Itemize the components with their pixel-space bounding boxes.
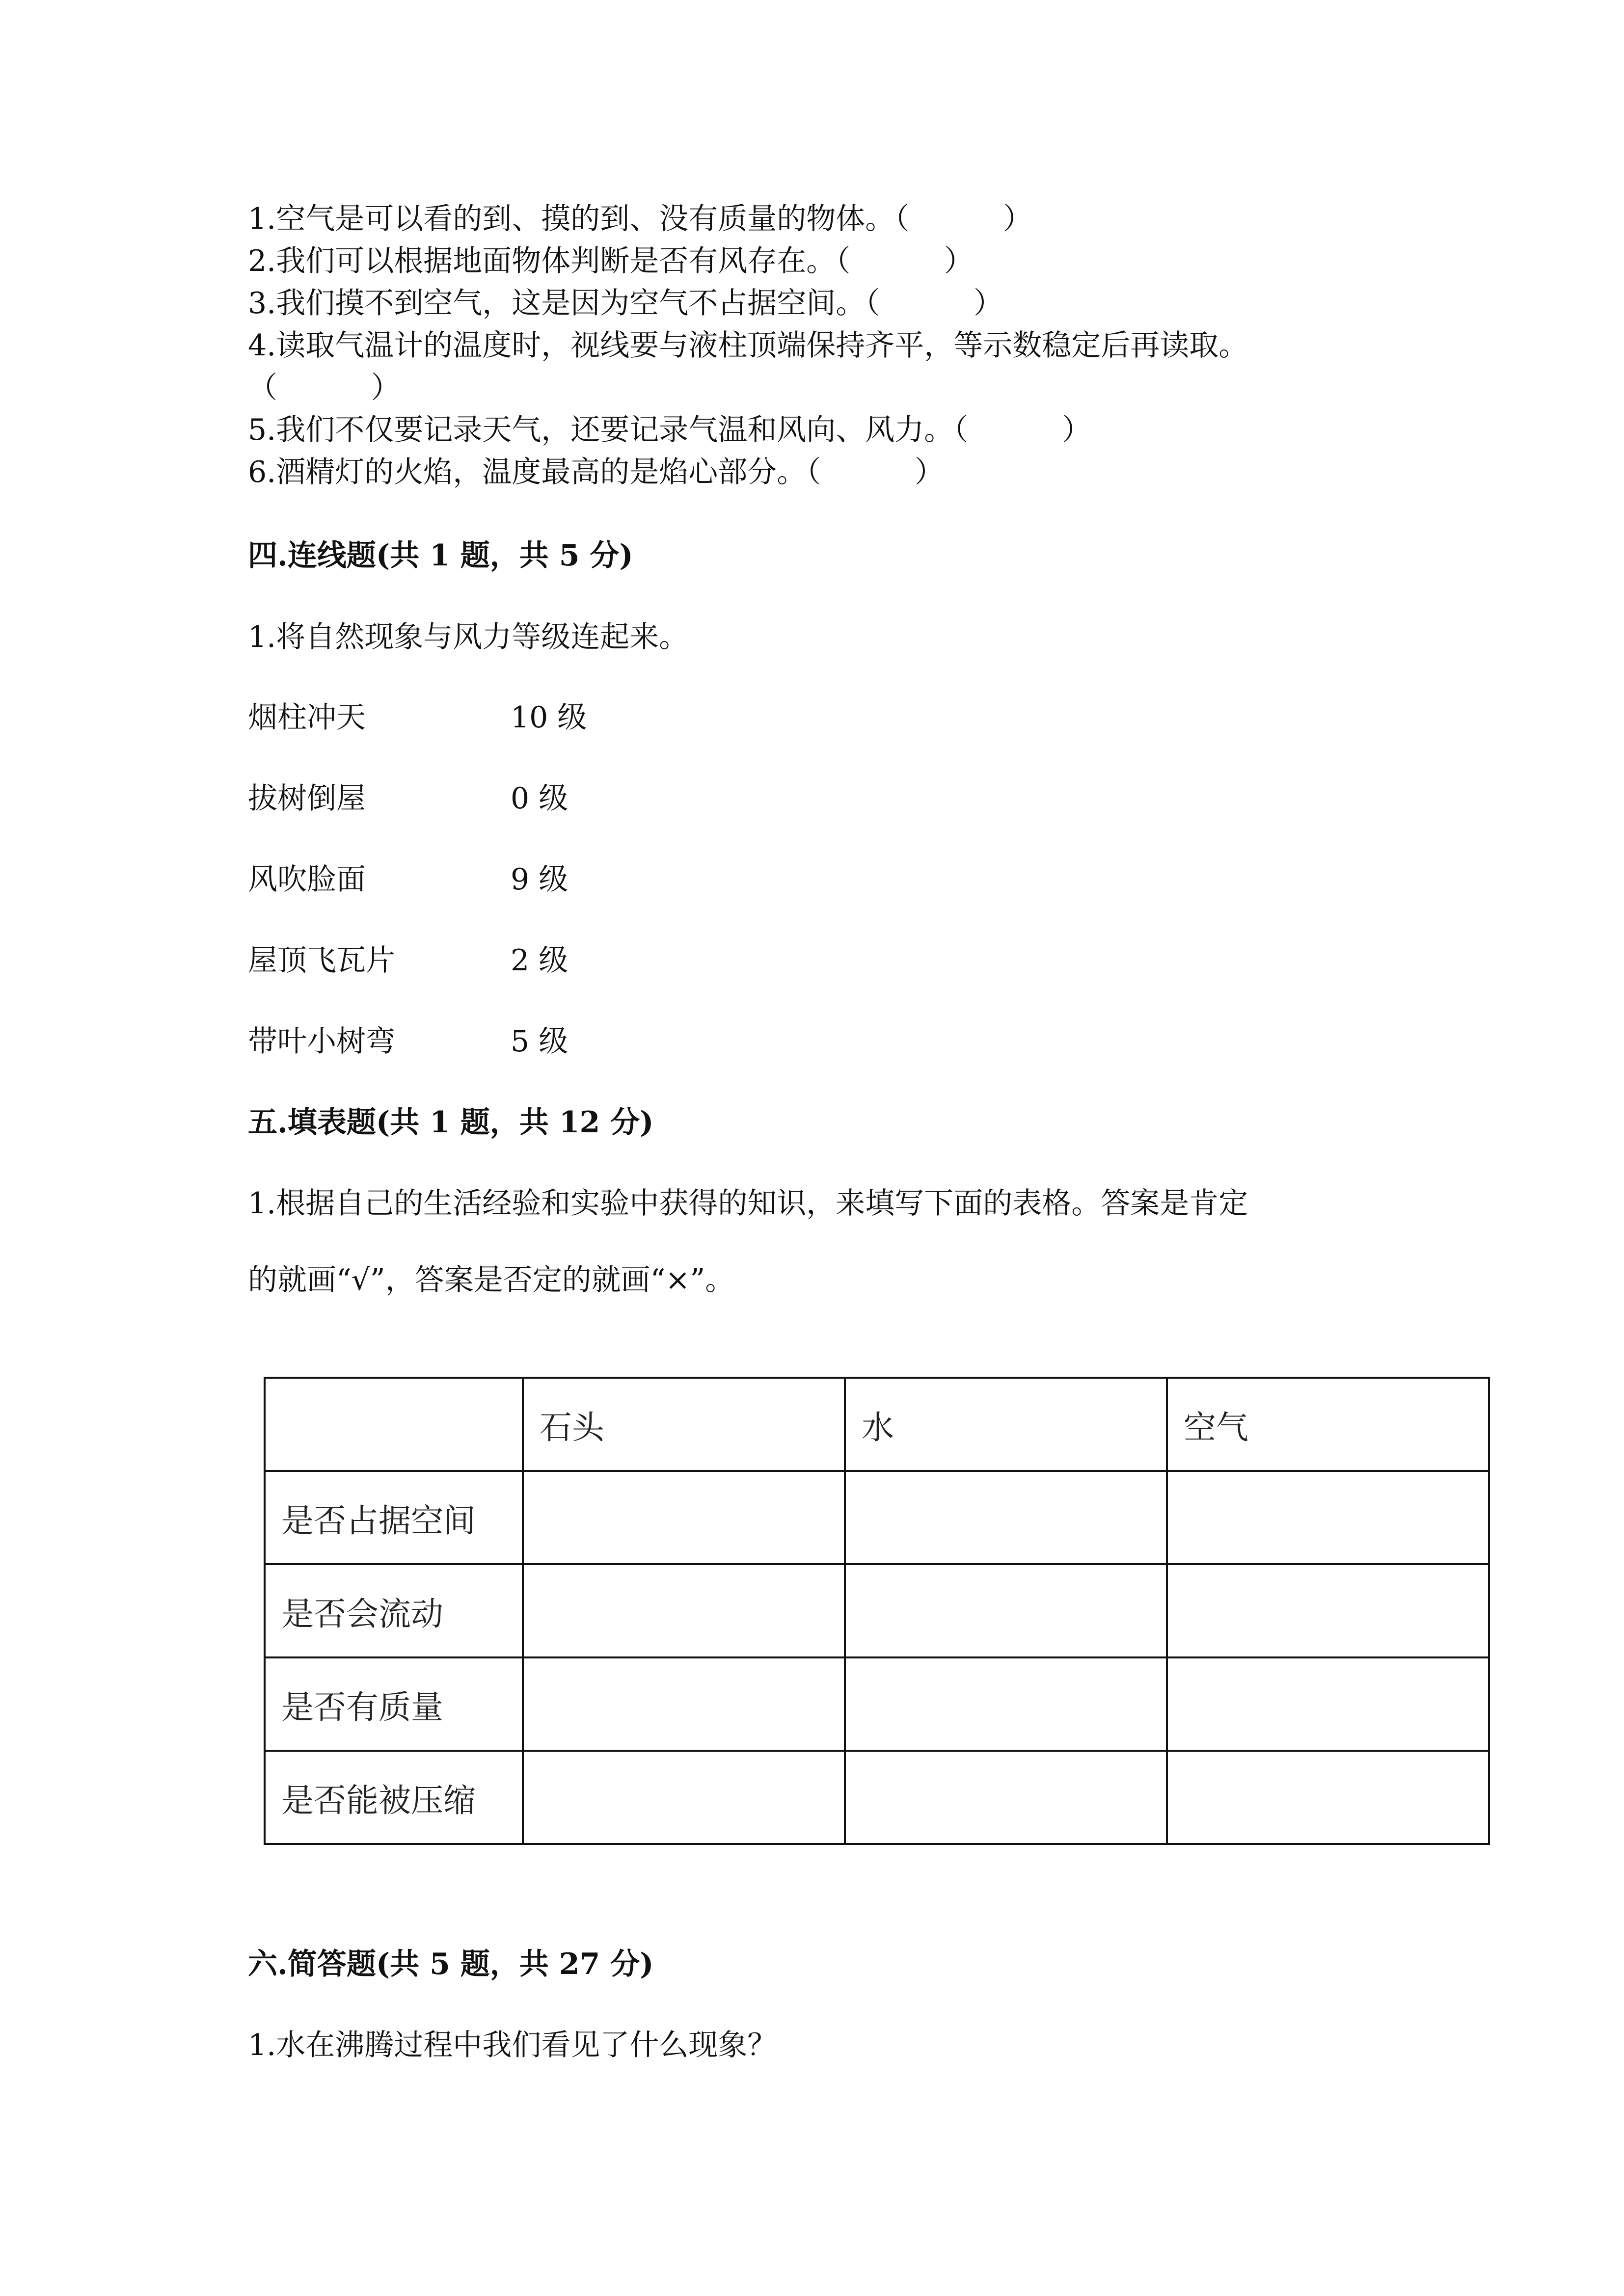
section5-question-line1: 1.根据自己的生活经验和实验中获得的知识，来填写下面的表格。答案是肯定 <box>248 1186 1248 1221</box>
judgement-item-4-blank: （ ） <box>248 371 401 405</box>
match-left-3: 风吹脸面 <box>248 862 366 897</box>
table-header-cell: 水 <box>845 1378 1167 1471</box>
table-answer-cell[interactable] <box>845 1564 1167 1657</box>
judgement-item-1: 1.空气是可以看的到、摸的到、没有质量的物体。（ ） <box>248 202 1032 236</box>
match-right-4: 2 级 <box>511 943 568 978</box>
table-answer-cell[interactable] <box>845 1471 1167 1564</box>
table-row <box>265 1751 1489 1844</box>
section6-question: 1.水在沸腾过程中我们看见了什么现象？ <box>248 2028 777 2062</box>
table-answer-cell[interactable] <box>523 1564 845 1657</box>
judgement-item-6: 6.酒精灯的火焰，温度最高的是焰心部分。（ ） <box>248 455 944 489</box>
table-answer-cell[interactable] <box>845 1751 1167 1844</box>
section6-heading: 六.简答题(共 5 题，共 27 分) <box>248 1947 654 1981</box>
fill-table <box>264 1377 1490 1845</box>
table-row-label: 是否能被压缩 <box>265 1751 523 1844</box>
match-left-1: 烟柱冲天 <box>248 700 366 735</box>
table-row <box>265 1564 1489 1657</box>
match-right-3: 9 级 <box>511 862 568 897</box>
table-row <box>265 1471 1489 1564</box>
table-answer-cell[interactable] <box>1167 1564 1489 1657</box>
table-corner-cell <box>265 1378 523 1471</box>
section5-heading: 五.填表题(共 1 题，共 12 分) <box>248 1105 654 1140</box>
table-answer-cell[interactable] <box>1167 1751 1489 1844</box>
match-left-4: 屋顶飞瓦片 <box>248 943 395 978</box>
table-row-label: 是否会流动 <box>265 1564 523 1657</box>
judgement-item-3: 3.我们摸不到空气，这是因为空气不占据空间。（ ） <box>248 286 1003 320</box>
table-answer-cell[interactable] <box>1167 1657 1489 1751</box>
match-right-1: 10 级 <box>511 700 587 735</box>
table-header-cell: 石头 <box>523 1378 845 1471</box>
section4-question: 1.将自然现象与风力等级连起来。 <box>248 620 689 654</box>
match-left-5: 带叶小树弯 <box>248 1024 395 1059</box>
judgement-item-4: 4.读取气温计的温度时，视线要与液柱顶端保持齐平，等示数稳定后再读取。 <box>248 328 1248 363</box>
table-header-row <box>265 1378 1489 1471</box>
judgement-item-5: 5.我们不仅要记录天气，还要记录气温和风向、风力。（ ） <box>248 413 1091 447</box>
table-header-cell: 空气 <box>1167 1378 1489 1471</box>
match-right-2: 0 级 <box>511 781 568 816</box>
section4-heading: 四.连线题(共 1 题，共 5 分) <box>248 538 633 573</box>
table-answer-cell[interactable] <box>845 1657 1167 1751</box>
table-answer-cell[interactable] <box>523 1471 845 1564</box>
match-right-5: 5 级 <box>511 1024 568 1059</box>
section5-question-line2: 的就画“√”，答案是否定的就画“×”。 <box>248 1263 735 1297</box>
match-left-2: 拔树倒屋 <box>248 781 366 816</box>
table-row-label: 是否有质量 <box>265 1657 523 1751</box>
judgement-item-2: 2.我们可以根据地面物体判断是否有风存在。（ ） <box>248 244 974 278</box>
table-answer-cell[interactable] <box>523 1657 845 1751</box>
table-row-label: 是否占据空间 <box>265 1471 523 1564</box>
table-answer-cell[interactable] <box>1167 1471 1489 1564</box>
table-row <box>265 1657 1489 1751</box>
table-answer-cell[interactable] <box>523 1751 845 1844</box>
